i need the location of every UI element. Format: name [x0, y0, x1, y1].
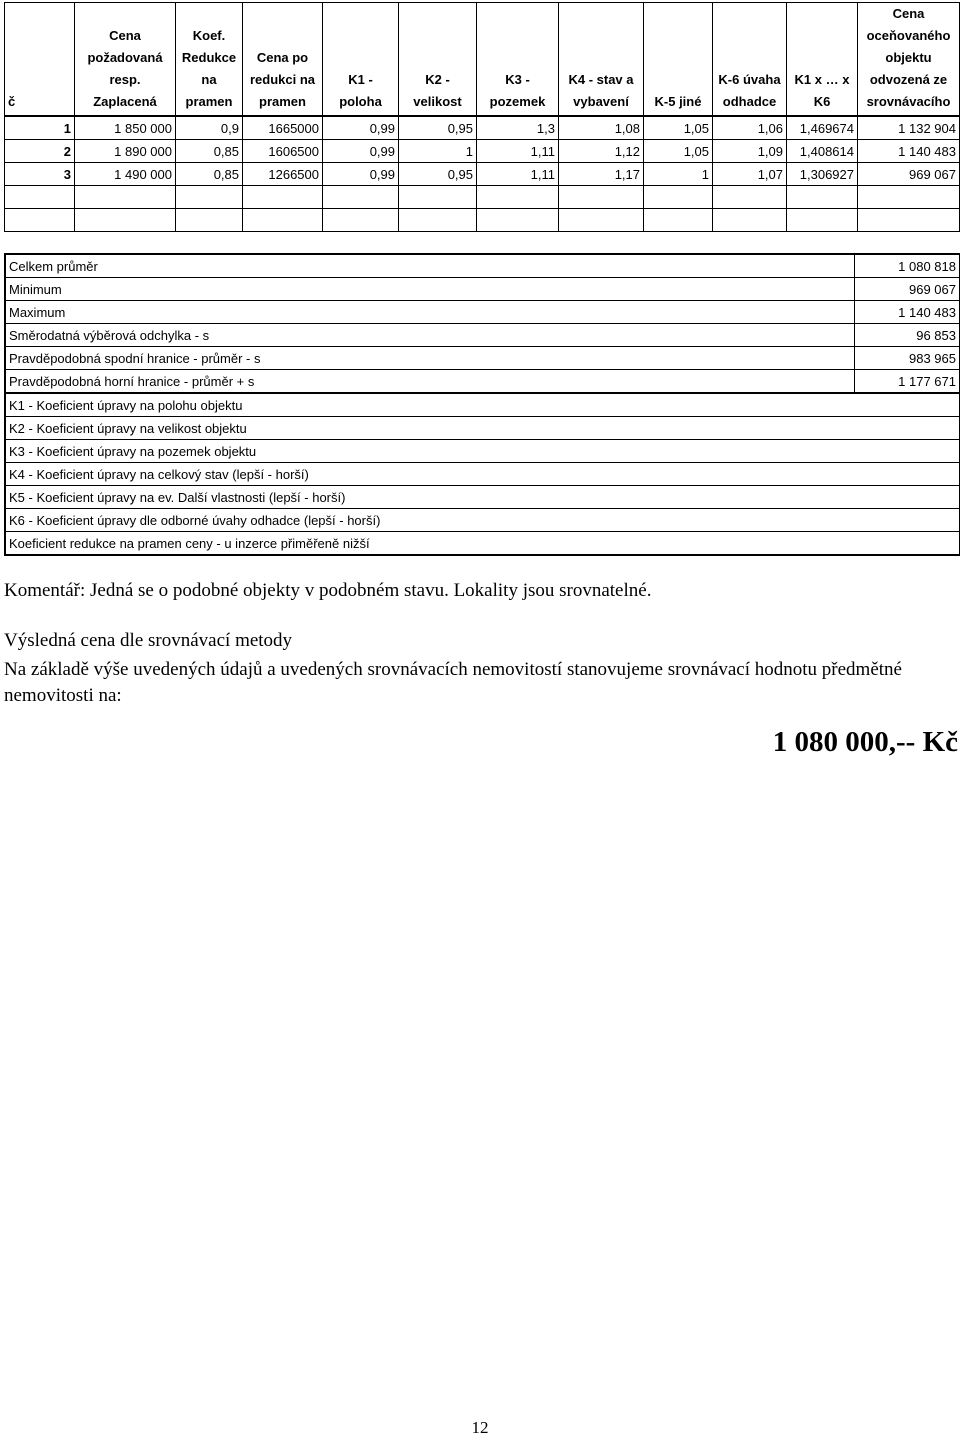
table-cell: 1,306927	[787, 163, 858, 186]
table-cell: 0,99	[323, 116, 399, 140]
legend-row	[5, 463, 960, 486]
header-cell: K-5 jiné	[644, 3, 713, 117]
legend-text: Koeficient redukce na pramen ceny - u inzerce přiměřeně nižší	[5, 532, 960, 556]
table-cell: 0,95	[399, 163, 477, 186]
table-row-empty	[5, 209, 960, 232]
table-cell	[559, 209, 644, 232]
stat-label: Maximum	[5, 301, 854, 324]
stat-label: Celkem průměr	[5, 254, 854, 278]
table-cell: 1,3	[477, 116, 559, 140]
table-cell	[713, 186, 787, 209]
header-cell: K4 - stav a vybavení	[559, 3, 644, 117]
stat-row-minimum	[5, 278, 960, 301]
header-cell: Koef. Redukce na pramen	[176, 3, 243, 117]
table-cell: 1 140 483	[858, 140, 960, 163]
row-number: 2	[5, 140, 75, 163]
table-header-row	[5, 3, 960, 117]
table-cell	[75, 186, 176, 209]
stat-value: 1 177 671	[854, 370, 960, 394]
stat-row-std-deviation	[5, 324, 960, 347]
stat-value: 969 067	[854, 278, 960, 301]
table-cell: 1606500	[243, 140, 323, 163]
table-cell: 1,05	[644, 140, 713, 163]
table-cell	[559, 186, 644, 209]
table-row	[5, 163, 960, 186]
table-cell	[5, 209, 75, 232]
table-cell: 1,05	[644, 116, 713, 140]
legend-text: K4 - Koeficient úpravy na celkový stav (lepší - horší)	[5, 463, 960, 486]
table-cell	[399, 209, 477, 232]
stat-value: 1 140 483	[854, 301, 960, 324]
table-cell	[176, 209, 243, 232]
table-cell: 0,99	[323, 163, 399, 186]
comparison-table	[4, 2, 960, 232]
legend-row	[5, 440, 960, 463]
stat-row-lower-bound	[5, 347, 960, 370]
legend-text: K2 - Koeficient úpravy na velikost objektu	[5, 417, 960, 440]
table-cell: 969 067	[858, 163, 960, 186]
table-row	[5, 116, 960, 140]
table-row-empty	[5, 186, 960, 209]
table-cell	[399, 186, 477, 209]
stat-row-upper-bound	[5, 370, 960, 394]
table-row	[5, 140, 960, 163]
table-cell	[787, 209, 858, 232]
table-cell	[323, 186, 399, 209]
comment-text: Komentář: Jedná se o podobné objekty v podobném stavu. Lokality jsou srovnatelné.	[4, 580, 652, 601]
table-cell	[644, 186, 713, 209]
header-cell: Cena oceňovaného objektu odvozená ze srovnávacího	[858, 3, 960, 117]
table-cell	[176, 186, 243, 209]
result-title: Výsledná cena dle srovnávací metody	[4, 630, 293, 651]
statistics-table	[4, 253, 960, 556]
table-cell	[787, 186, 858, 209]
result-text: Na základě výše uvedených údajů a uvedených srovnávacích nemovitostí stanovujeme srovnávací hodnotu předmětné nemovitosti na:	[4, 659, 902, 706]
legend-row	[5, 509, 960, 532]
header-cell: K2 - velikost	[399, 3, 477, 117]
table-cell: 1,09	[713, 140, 787, 163]
legend-row	[5, 486, 960, 509]
table-cell	[858, 209, 960, 232]
table-cell	[75, 209, 176, 232]
stat-value: 1 080 818	[854, 254, 960, 278]
stat-label: Minimum	[5, 278, 854, 301]
row-number: 3	[5, 163, 75, 186]
stat-label: Pravděpodobná spodní hranice - průměr - s	[5, 347, 854, 370]
table-cell: 1 850 000	[75, 116, 176, 140]
header-cell: K1 x … x K6	[787, 3, 858, 117]
legend-text: K3 - Koeficient úpravy na pozemek objektu	[5, 440, 960, 463]
legend-text: K6 - Koeficient úpravy dle odborné úvahy odhadce (lepší - horší)	[5, 509, 960, 532]
table-cell: 1 490 000	[75, 163, 176, 186]
stat-row-maximum	[5, 301, 960, 324]
table-cell: 1,469674	[787, 116, 858, 140]
table-cell: 1 132 904	[858, 116, 960, 140]
table-cell	[713, 209, 787, 232]
stat-row-average	[5, 254, 960, 278]
legend-row	[5, 532, 960, 556]
legend-text: K1 - Koeficient úpravy na polohu objektu	[5, 393, 960, 417]
table-cell: 1,17	[559, 163, 644, 186]
table-cell	[5, 186, 75, 209]
stat-value: 983 965	[854, 347, 960, 370]
table-cell: 1,06	[713, 116, 787, 140]
legend-row	[5, 393, 960, 417]
stat-value: 96 853	[854, 324, 960, 347]
legend-row	[5, 417, 960, 440]
table-cell: 1,07	[713, 163, 787, 186]
table-cell: 1	[399, 140, 477, 163]
table-cell: 1	[644, 163, 713, 186]
table-cell: 1266500	[243, 163, 323, 186]
table-cell: 0,85	[176, 163, 243, 186]
table-cell: 1,12	[559, 140, 644, 163]
header-cell: Cena požadovaná resp. Zaplacená	[75, 3, 176, 117]
table-cell	[858, 186, 960, 209]
header-cell: Cena po redukci na pramen	[243, 3, 323, 117]
header-cell: K-6 úvaha odhadce	[713, 3, 787, 117]
table-cell: 0,85	[176, 140, 243, 163]
header-cell: K3 - pozemek	[477, 3, 559, 117]
stat-label: Pravděpodobná horní hranice - průměr + s	[5, 370, 854, 394]
table-cell: 1,11	[477, 140, 559, 163]
header-cell: K1 - poloha	[323, 3, 399, 117]
stat-label: Směrodatná výběrová odchylka - s	[5, 324, 854, 347]
table-cell	[323, 209, 399, 232]
table-cell	[644, 209, 713, 232]
table-cell	[243, 186, 323, 209]
table-cell	[243, 209, 323, 232]
table-cell: 1 890 000	[75, 140, 176, 163]
table-cell	[477, 186, 559, 209]
legend-text: K5 - Koeficient úpravy na ev. Další vlastnosti (lepší - horší)	[5, 486, 960, 509]
table-cell: 1,408614	[787, 140, 858, 163]
table-cell: 0,95	[399, 116, 477, 140]
table-cell: 1,08	[559, 116, 644, 140]
table-cell: 1,11	[477, 163, 559, 186]
final-price: 1 080 000,-- Kč	[772, 726, 958, 758]
page-number: 12	[471, 1418, 489, 1437]
table-cell: 0,99	[323, 140, 399, 163]
row-number: 1	[5, 116, 75, 140]
table-cell	[477, 209, 559, 232]
table-cell: 0,9	[176, 116, 243, 140]
table-cell: 1665000	[243, 116, 323, 140]
header-cell: č	[5, 3, 75, 117]
